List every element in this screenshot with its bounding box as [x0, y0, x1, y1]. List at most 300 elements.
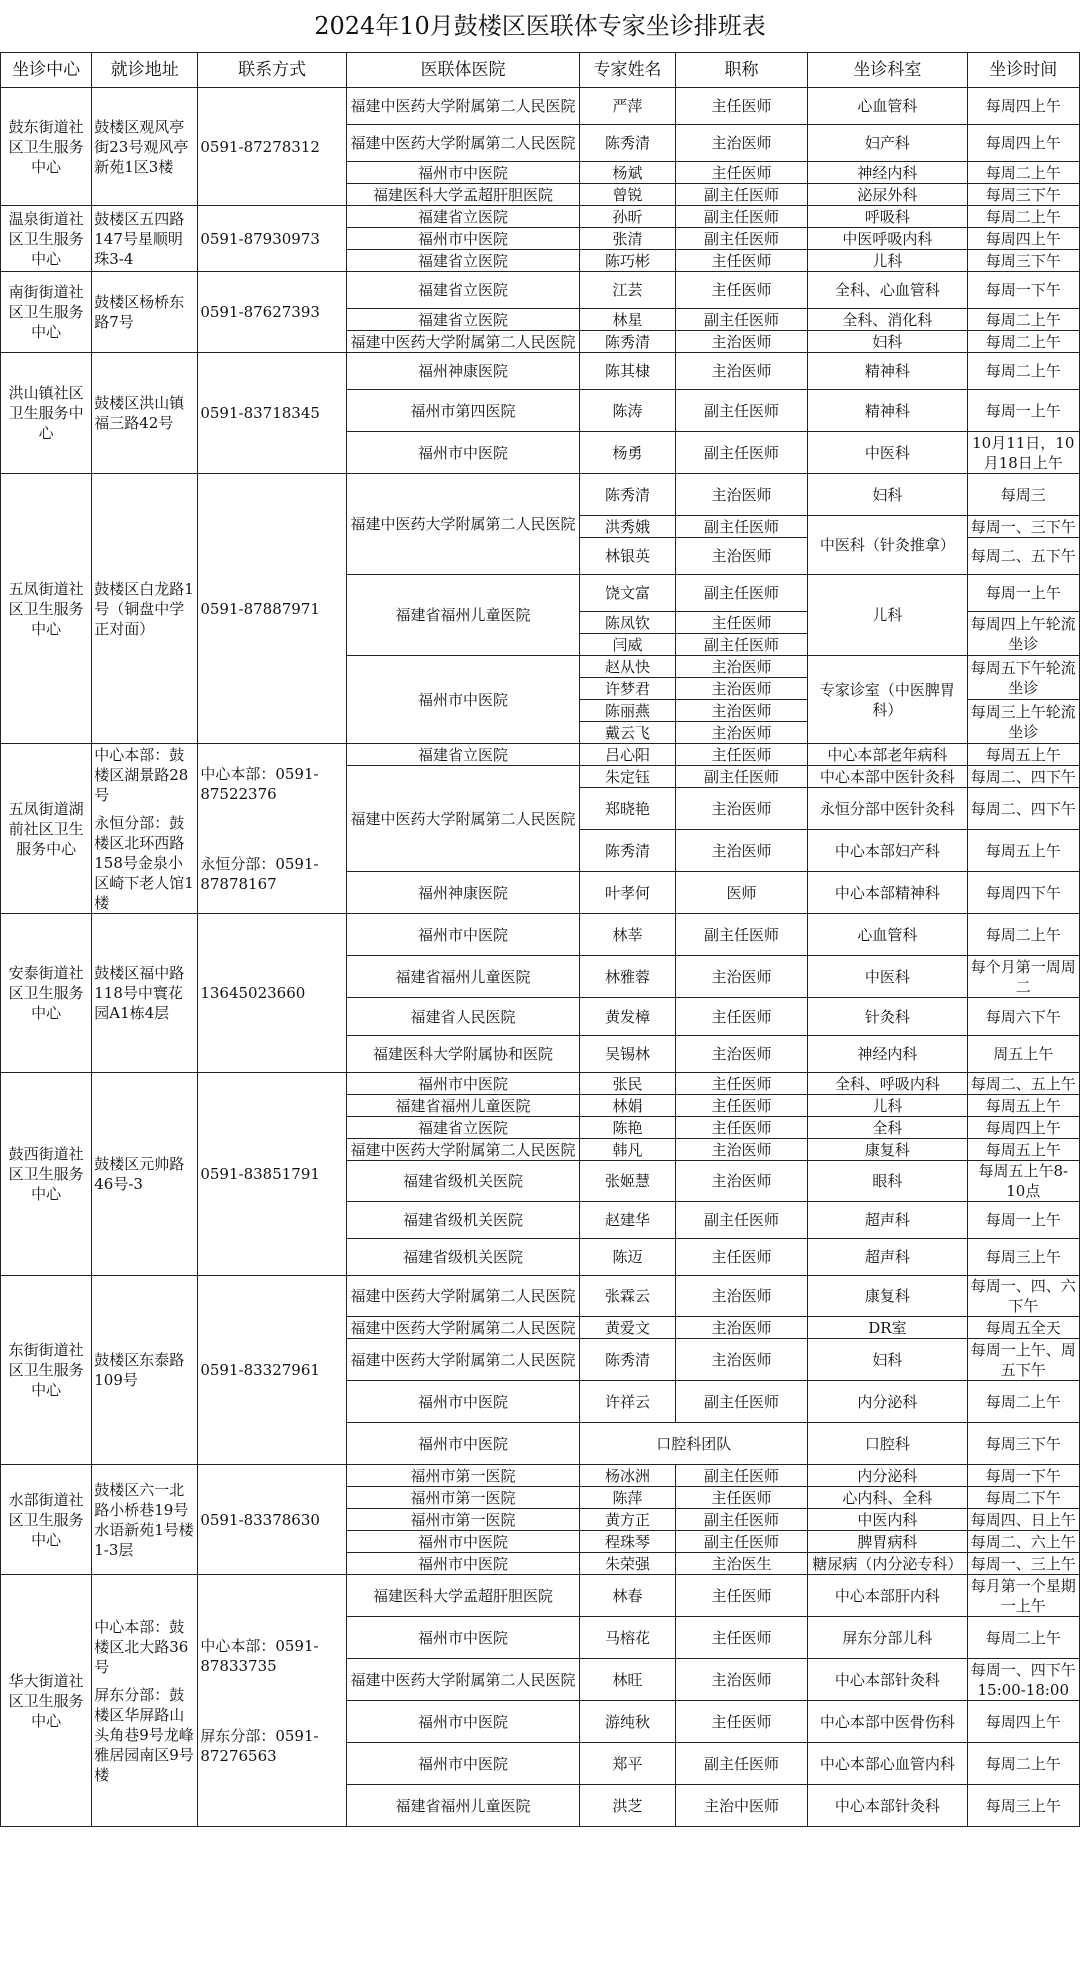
time-cell: 每周一上午、周五下午: [967, 1339, 1080, 1381]
dept-cell: 中心本部妇产科: [808, 830, 967, 872]
time-cell: 每周四下午: [967, 872, 1080, 914]
hospital-cell: 福建省立医院: [346, 250, 579, 272]
expert-cell: 林娟: [580, 1095, 675, 1117]
contact-cell: 0591-87887971: [198, 474, 347, 744]
title-cell: 主治中医师: [675, 1785, 808, 1827]
hospital-cell: 福建中医药大学附属第二人民医院: [346, 125, 579, 162]
expert-cell: 黄方正: [580, 1509, 675, 1531]
dept-cell: 中医呼吸内科: [808, 228, 967, 250]
title-cell: 主任医师: [675, 1095, 808, 1117]
center-cell: 南街街道社区卫生服务中心: [1, 272, 92, 353]
hospital-cell: 福州市中医院: [346, 162, 579, 184]
hospital-cell: 福建省立医院: [346, 1117, 579, 1139]
title-cell: 主任医师: [675, 744, 808, 766]
time-cell: 每月第一个星期一上午: [967, 1575, 1080, 1617]
center-cell: 东街街道社区卫生服务中心: [1, 1276, 92, 1465]
hospital-cell: 福州市中医院: [346, 432, 579, 474]
time-cell: 每周四上午: [967, 125, 1080, 162]
hospital-cell: 福州市中医院: [346, 1701, 579, 1743]
time-cell: 每周一、三上午: [967, 1553, 1080, 1575]
title-cell: 主任医师: [675, 1575, 808, 1617]
title-cell: 主任医师: [675, 250, 808, 272]
expert-cell: 陈迈: [580, 1239, 675, 1276]
hospital-cell: 福建省立医院: [346, 206, 579, 228]
dept-cell: 康复科: [808, 1139, 967, 1161]
dept-cell: 中心本部肝内科: [808, 1575, 967, 1617]
expert-cell: 杨斌: [580, 162, 675, 184]
expert-cell: 杨勇: [580, 432, 675, 474]
table-row: [1, 206, 1080, 228]
expert-cell: 张清: [580, 228, 675, 250]
time-cell: 每周二上午: [967, 309, 1080, 331]
dept-cell: 全科、心血管科: [808, 272, 967, 309]
time-cell: 每周二下午: [967, 1487, 1080, 1509]
dept-cell: 神经内科: [808, 162, 967, 184]
hospital-cell: 福建省人民医院: [346, 998, 579, 1036]
expert-cell: 戴云飞: [580, 722, 675, 744]
hospital-cell: 福建省级机关医院: [346, 1239, 579, 1276]
time-cell: 每周五上午: [967, 1095, 1080, 1117]
dept-cell: 针灸科: [808, 998, 967, 1036]
title-cell: 副主任医师: [675, 914, 808, 956]
title-cell: 副主任医师: [675, 634, 808, 656]
contact-main: 中心本部：0591-87522376: [200, 764, 319, 803]
hospital-cell: 福建中医药大学附属第二人民医院: [346, 766, 579, 872]
contact-cell: [198, 744, 347, 914]
expert-cell: 许祥云: [580, 1381, 675, 1423]
time-cell: 每周一上午: [967, 1202, 1080, 1239]
hospital-cell: 福建中医药大学附属第二人民医院: [346, 1139, 579, 1161]
time-cell: 每周三下午: [967, 184, 1080, 206]
time-cell: 每周四上午: [967, 1701, 1080, 1743]
expert-cell: 赵从快: [580, 656, 675, 678]
time-cell: 每周六下午: [967, 998, 1080, 1036]
time-cell: 每周二、四下午: [967, 788, 1080, 830]
contact-branch: 永恒分部：0591-87878167: [200, 854, 319, 893]
dept-cell: 中医科: [808, 432, 967, 474]
expert-cell: 马榕花: [580, 1617, 675, 1659]
time-cell: 每周一、三下午: [967, 516, 1080, 538]
expert-cell: 陈凤钦: [580, 612, 675, 634]
time-cell: 每周二、六上午: [967, 1531, 1080, 1553]
expert-cell: 郑晓艳: [580, 788, 675, 830]
dept-cell: 脾胃病科: [808, 1531, 967, 1553]
expert-cell: 洪芝: [580, 1785, 675, 1827]
title-cell: 主治医师: [675, 830, 808, 872]
expert-cell: 朱荣强: [580, 1553, 675, 1575]
title-cell: 主任医师: [675, 1701, 808, 1743]
center-cell: 鼓东街道社区卫生服务中心: [1, 88, 92, 206]
time-cell: 每个月第一周周二: [967, 956, 1080, 998]
dept-cell: 心血管科: [808, 88, 967, 125]
hospital-cell: 福州市第一医院: [346, 1487, 579, 1509]
expert-cell: 张民: [580, 1073, 675, 1095]
address-branch: 屏东分部：鼓楼区华屏路山头角巷9号龙峰雅居园南区9号楼: [94, 1685, 194, 1784]
time-cell: 每周五下午轮流坐诊: [967, 656, 1080, 700]
dept-cell: 妇科: [808, 474, 967, 516]
dept-cell: DR室: [808, 1317, 967, 1339]
expert-cell: 孙昕: [580, 206, 675, 228]
title-cell: 副主任医师: [675, 228, 808, 250]
schedule-body: [1, 88, 1080, 1827]
time-cell: 每周五全天: [967, 1317, 1080, 1339]
title-cell: 副主任医师: [675, 1381, 808, 1423]
time-cell: 每周五上午: [967, 744, 1080, 766]
title-cell: 副主任医师: [675, 1465, 808, 1487]
expert-cell: 严萍: [580, 88, 675, 125]
title-cell: 副主任医师: [675, 390, 808, 432]
hospital-cell: 福州市中医院: [346, 1073, 579, 1095]
hospital-cell: 福建中医药大学附属第二人民医院: [346, 1276, 579, 1317]
title-cell: 副主任医师: [675, 516, 808, 538]
hospital-cell: 福建中医药大学附属第二人民医院: [346, 1339, 579, 1381]
title-cell: 主治医师: [675, 538, 808, 575]
center-cell: 华大街道社区卫生服务中心: [1, 1575, 92, 1827]
dept-cell: 儿科: [808, 250, 967, 272]
contact-cell: 0591-87627393: [198, 272, 347, 353]
header-cell-hospital: 医联体医院: [346, 53, 579, 88]
title-cell: 主任医师: [675, 1487, 808, 1509]
expert-cell: 江芸: [580, 272, 675, 309]
table-row: [1, 1073, 1080, 1095]
dept-cell: 中心本部老年病科: [808, 744, 967, 766]
hospital-cell: 福建医科大学孟超肝胆医院: [346, 184, 579, 206]
expert-cell: 陈巧彬: [580, 250, 675, 272]
dept-cell: 呼吸科: [808, 206, 967, 228]
hospital-cell: 福州神康医院: [346, 872, 579, 914]
expert-cell: 闫威: [580, 634, 675, 656]
time-cell: 每周二上午: [967, 331, 1080, 353]
dept-cell: 超声科: [808, 1202, 967, 1239]
hospital-cell: 福建中医药大学附属第二人民医院: [346, 474, 579, 575]
time-cell: 每周二上午: [967, 1743, 1080, 1785]
expert-cell: 张姬慧: [580, 1161, 675, 1202]
title-cell: 副主任医师: [675, 1509, 808, 1531]
team-cell: 口腔科团队: [580, 1423, 808, 1465]
header-cell-contact: 联系方式: [198, 53, 347, 88]
expert-cell: 郑平: [580, 1743, 675, 1785]
expert-cell: 林莘: [580, 914, 675, 956]
title-cell: 主治医师: [675, 1659, 808, 1701]
title-cell: 主治医师: [675, 1161, 808, 1202]
hospital-cell: 福建省立医院: [346, 272, 579, 309]
dept-cell: 永恒分部中医针灸科: [808, 788, 967, 830]
dept-cell: 专家诊室（中医脾胃科）: [808, 656, 967, 744]
dept-cell: 心血管科: [808, 914, 967, 956]
hospital-cell: 福建医科大学孟超肝胆医院: [346, 1575, 579, 1617]
title-cell: 副主任医师: [675, 206, 808, 228]
address-cell: 鼓楼区元帅路46号-3: [92, 1073, 198, 1276]
center-cell: 温泉街道社区卫生服务中心: [1, 206, 92, 272]
title-cell: 主任医师: [675, 1117, 808, 1139]
dept-cell: 精神科: [808, 353, 967, 390]
header-cell-dept: 坐诊科室: [808, 53, 967, 88]
time-cell: 每周一上午: [967, 575, 1080, 612]
expert-cell: 黄发樟: [580, 998, 675, 1036]
hospital-cell: 福州市中医院: [346, 228, 579, 250]
time-cell: 每周二上午: [967, 353, 1080, 390]
hospital-cell: 福州市第四医院: [346, 390, 579, 432]
hospital-cell: 福建省福州儿童医院: [346, 575, 579, 656]
contact-cell: 0591-87930973: [198, 206, 347, 272]
hospital-cell: 福州市第一医院: [346, 1509, 579, 1531]
hospital-cell: 福州市中医院: [346, 1743, 579, 1785]
title-cell: 主治医师: [675, 722, 808, 744]
title-cell: 主治医师: [675, 700, 808, 722]
title-cell: 副主任医师: [675, 575, 808, 612]
contact-branch: 屏东分部：0591-87276563: [200, 1726, 319, 1765]
table-row: [1, 744, 1080, 766]
time-cell: 每周三下午: [967, 250, 1080, 272]
expert-cell: 陈秀清: [580, 125, 675, 162]
address-cell: 鼓楼区六一北路小桥巷19号水语新苑1号楼1-3层: [92, 1465, 198, 1575]
hospital-cell: 福州市中医院: [346, 1423, 579, 1465]
title-cell: 副主任医师: [675, 1202, 808, 1239]
time-cell: 每周二上午: [967, 1617, 1080, 1659]
time-cell: 每周一、四、六下午: [967, 1276, 1080, 1317]
expert-cell: 洪秀娥: [580, 516, 675, 538]
title-cell: 主治医师: [675, 1139, 808, 1161]
time-cell: 每周五上午: [967, 1139, 1080, 1161]
contact-cell: 0591-83378630: [198, 1465, 347, 1575]
time-cell: 每周三: [967, 474, 1080, 516]
time-cell: 周五上午: [967, 1036, 1080, 1073]
address-cell: 鼓楼区洪山镇福三路42号: [92, 353, 198, 474]
contact-cell: [198, 1575, 347, 1827]
hospital-cell: 福建中医药大学附属第二人民医院: [346, 1659, 579, 1701]
time-cell: 每周三上午: [967, 1785, 1080, 1827]
dept-cell: 泌尿外科: [808, 184, 967, 206]
dept-cell: 儿科: [808, 575, 967, 656]
contact-cell: 0591-83327961: [198, 1276, 347, 1465]
expert-cell: 程珠琴: [580, 1531, 675, 1553]
time-cell: 每周一下午: [967, 1465, 1080, 1487]
expert-cell: 陈萍: [580, 1487, 675, 1509]
expert-cell: 林雅蓉: [580, 956, 675, 998]
title-cell: 副主任医师: [675, 1743, 808, 1785]
table-row: [1, 1465, 1080, 1487]
time-cell: 每周四上午: [967, 228, 1080, 250]
expert-cell: 张霖云: [580, 1276, 675, 1317]
address-cell: 鼓楼区杨桥东路7号: [92, 272, 198, 353]
hospital-cell: 福建省福州儿童医院: [346, 1095, 579, 1117]
dept-cell: 全科、呼吸内科: [808, 1073, 967, 1095]
dept-cell: 糖尿病（内分泌专科）: [808, 1553, 967, 1575]
dept-cell: 中心本部心血管内科: [808, 1743, 967, 1785]
dept-cell: 口腔科: [808, 1423, 967, 1465]
hospital-cell: 福建省立医院: [346, 309, 579, 331]
header-cell-expert: 专家姓名: [580, 53, 675, 88]
time-cell: 每周五上午: [967, 830, 1080, 872]
expert-cell: 许梦君: [580, 678, 675, 700]
address-cell: 鼓楼区白龙路1号（铜盘中学正对面）: [92, 474, 198, 744]
hospital-cell: 福州市第一医院: [346, 1465, 579, 1487]
hospital-cell: 福州市中医院: [346, 656, 579, 744]
header-cell-time: 坐诊时间: [967, 53, 1080, 88]
title-cell: 主任医师: [675, 1617, 808, 1659]
address-main: 中心本部：鼓楼区湖景路28号: [94, 745, 189, 804]
hospital-cell: 福建省级机关医院: [346, 1202, 579, 1239]
address-main: 中心本部：鼓楼区北大路36号: [94, 1617, 189, 1676]
title-cell: 主治医师: [675, 125, 808, 162]
time-cell: 每周二上午: [967, 914, 1080, 956]
dept-cell: 心内科、全科: [808, 1487, 967, 1509]
hospital-cell: 福州市中医院: [346, 1617, 579, 1659]
title-cell: 医师: [675, 872, 808, 914]
time-cell: 每周二上午: [967, 162, 1080, 184]
center-cell: 水部街道社区卫生服务中心: [1, 1465, 92, 1575]
address-cell: [92, 744, 198, 914]
hospital-cell: 福建医科大学附属协和医院: [346, 1036, 579, 1073]
center-cell: 鼓西街道社区卫生服务中心: [1, 1073, 92, 1276]
dept-cell: 儿科: [808, 1095, 967, 1117]
expert-cell: 韩凡: [580, 1139, 675, 1161]
dept-cell: 精神科: [808, 390, 967, 432]
title-cell: 副主任医师: [675, 1531, 808, 1553]
hospital-cell: 福建省福州儿童医院: [346, 956, 579, 998]
expert-cell: 陈丽燕: [580, 700, 675, 722]
title-cell: 副主任医师: [675, 309, 808, 331]
dept-cell: 中心本部中医针灸科: [808, 766, 967, 788]
title-cell: 副主任医师: [675, 766, 808, 788]
time-cell: 每周三下午: [967, 1423, 1080, 1465]
hospital-cell: 福建中医药大学附属第二人民医院: [346, 331, 579, 353]
time-cell: 每周二、四下午: [967, 766, 1080, 788]
dept-cell: 内分泌科: [808, 1381, 967, 1423]
title-cell: 主治医师: [675, 678, 808, 700]
title-cell: 主任医师: [675, 162, 808, 184]
expert-cell: 游纯秋: [580, 1701, 675, 1743]
schedule-table: [0, 52, 1080, 1827]
contact-cell: 0591-87278312: [198, 88, 347, 206]
expert-cell: 吕心阳: [580, 744, 675, 766]
hospital-cell: 福建省级机关医院: [346, 1161, 579, 1202]
dept-cell: 屏东分部儿科: [808, 1617, 967, 1659]
table-row: [1, 1276, 1080, 1317]
expert-cell: 黄爱文: [580, 1317, 675, 1339]
title-cell: 主治医师: [675, 1339, 808, 1381]
center-cell: 五凤街道湖前社区卫生服务中心: [1, 744, 92, 914]
time-cell: 每周二、五上午: [967, 1073, 1080, 1095]
dept-cell: 妇产科: [808, 125, 967, 162]
address-cell: 鼓楼区福中路118号中寰花园A1栋4层: [92, 914, 198, 1073]
title-cell: 主任医师: [675, 272, 808, 309]
time-cell: 每周二、五下午: [967, 538, 1080, 575]
hospital-cell: 福州市中医院: [346, 1381, 579, 1423]
address-cell: 鼓楼区五四路147号星顺明珠3-4: [92, 206, 198, 272]
dept-cell: 中心本部针灸科: [808, 1785, 967, 1827]
header-cell-title: 职称: [675, 53, 808, 88]
time-cell: 每周二上午: [967, 1381, 1080, 1423]
contact-cell: 0591-83851791: [198, 1073, 347, 1276]
time-cell: 每周一、四下午15:00-18:00: [967, 1659, 1080, 1701]
expert-cell: 林银英: [580, 538, 675, 575]
hospital-cell: 福建省立医院: [346, 744, 579, 766]
time-cell: 每周三上午轮流坐诊: [967, 700, 1080, 744]
table-row: [1, 914, 1080, 956]
time-cell: 每周四、日上午: [967, 1509, 1080, 1531]
expert-cell: 陈秀清: [580, 474, 675, 516]
title-cell: 主任医师: [675, 1073, 808, 1095]
address-cell: 鼓楼区东泰路109号: [92, 1276, 198, 1465]
expert-cell: 杨冰洲: [580, 1465, 675, 1487]
time-cell: 每周一上午: [967, 390, 1080, 432]
contact-cell: 0591-83718345: [198, 353, 347, 474]
expert-cell: 饶文富: [580, 575, 675, 612]
center-cell: 五凤街道社区卫生服务中心: [1, 474, 92, 744]
expert-cell: 叶孝何: [580, 872, 675, 914]
title-cell: 主任医师: [675, 612, 808, 634]
hospital-cell: 福州市中医院: [346, 1531, 579, 1553]
dept-cell: 康复科: [808, 1276, 967, 1317]
title-cell: 主治医师: [675, 956, 808, 998]
center-cell: 洪山镇社区卫生服务中心: [1, 353, 92, 474]
title-cell: 副主任医师: [675, 184, 808, 206]
address-branch: 永恒分部：鼓楼区北环西路158号金泉小区崎下老人馆1楼: [94, 813, 194, 912]
expert-cell: 林星: [580, 309, 675, 331]
time-cell: 每周四上午: [967, 88, 1080, 125]
title-cell: 主治医师: [675, 1276, 808, 1317]
dept-cell: 中医科（针灸推拿）: [808, 516, 967, 575]
dept-cell: 超声科: [808, 1239, 967, 1276]
dept-cell: 妇科: [808, 1339, 967, 1381]
dept-cell: 中心本部针灸科: [808, 1659, 967, 1701]
dept-cell: 神经内科: [808, 1036, 967, 1073]
hospital-cell: 福建省福州儿童医院: [346, 1785, 579, 1827]
time-cell: 每周四上午轮流坐诊: [967, 612, 1080, 656]
contact-main: 中心本部：0591-87833735: [200, 1636, 319, 1675]
title-cell: 主任医师: [675, 1239, 808, 1276]
expert-cell: 陈涛: [580, 390, 675, 432]
table-row: [1, 474, 1080, 516]
expert-cell: 陈艳: [580, 1117, 675, 1139]
dept-cell: 中医科: [808, 956, 967, 998]
dept-cell: 中心本部中医骨伤科: [808, 1701, 967, 1743]
dept-cell: 眼科: [808, 1161, 967, 1202]
time-cell: 每周三上午: [967, 1239, 1080, 1276]
dept-cell: 妇科: [808, 331, 967, 353]
expert-cell: 陈其棣: [580, 353, 675, 390]
address-cell: 鼓楼区观风亭街23号观风亭新苑1区3楼: [92, 88, 198, 206]
time-cell: 10月11日，10月18日上午: [967, 432, 1080, 474]
title-cell: 主任医师: [675, 88, 808, 125]
expert-cell: 曾锐: [580, 184, 675, 206]
title-cell: 主治医师: [675, 474, 808, 516]
dept-cell: 全科、消化科: [808, 309, 967, 331]
expert-cell: 林春: [580, 1575, 675, 1617]
title-cell: 主治医生: [675, 1553, 808, 1575]
dept-cell: 中医内科: [808, 1509, 967, 1531]
header-cell-center: 坐诊中心: [1, 53, 92, 88]
title-cell: 主治医师: [675, 353, 808, 390]
expert-cell: 赵建华: [580, 1202, 675, 1239]
expert-cell: 陈秀清: [580, 830, 675, 872]
center-cell: 安泰街道社区卫生服务中心: [1, 914, 92, 1073]
title-cell: 副主任医师: [675, 432, 808, 474]
hospital-cell: 福州神康医院: [346, 353, 579, 390]
time-cell: 每周五上午8-10点: [967, 1161, 1080, 1202]
dept-cell: 全科: [808, 1117, 967, 1139]
expert-cell: 吴锡林: [580, 1036, 675, 1073]
header-cell-address: 就诊地址: [92, 53, 198, 88]
hospital-cell: 福建中医药大学附属第二人民医院: [346, 1317, 579, 1339]
table-row: [1, 1575, 1080, 1617]
time-cell: 每周四上午: [967, 1117, 1080, 1139]
time-cell: 每周二上午: [967, 206, 1080, 228]
header-row: [1, 53, 1080, 88]
expert-cell: 林旺: [580, 1659, 675, 1701]
expert-cell: 陈秀清: [580, 1339, 675, 1381]
